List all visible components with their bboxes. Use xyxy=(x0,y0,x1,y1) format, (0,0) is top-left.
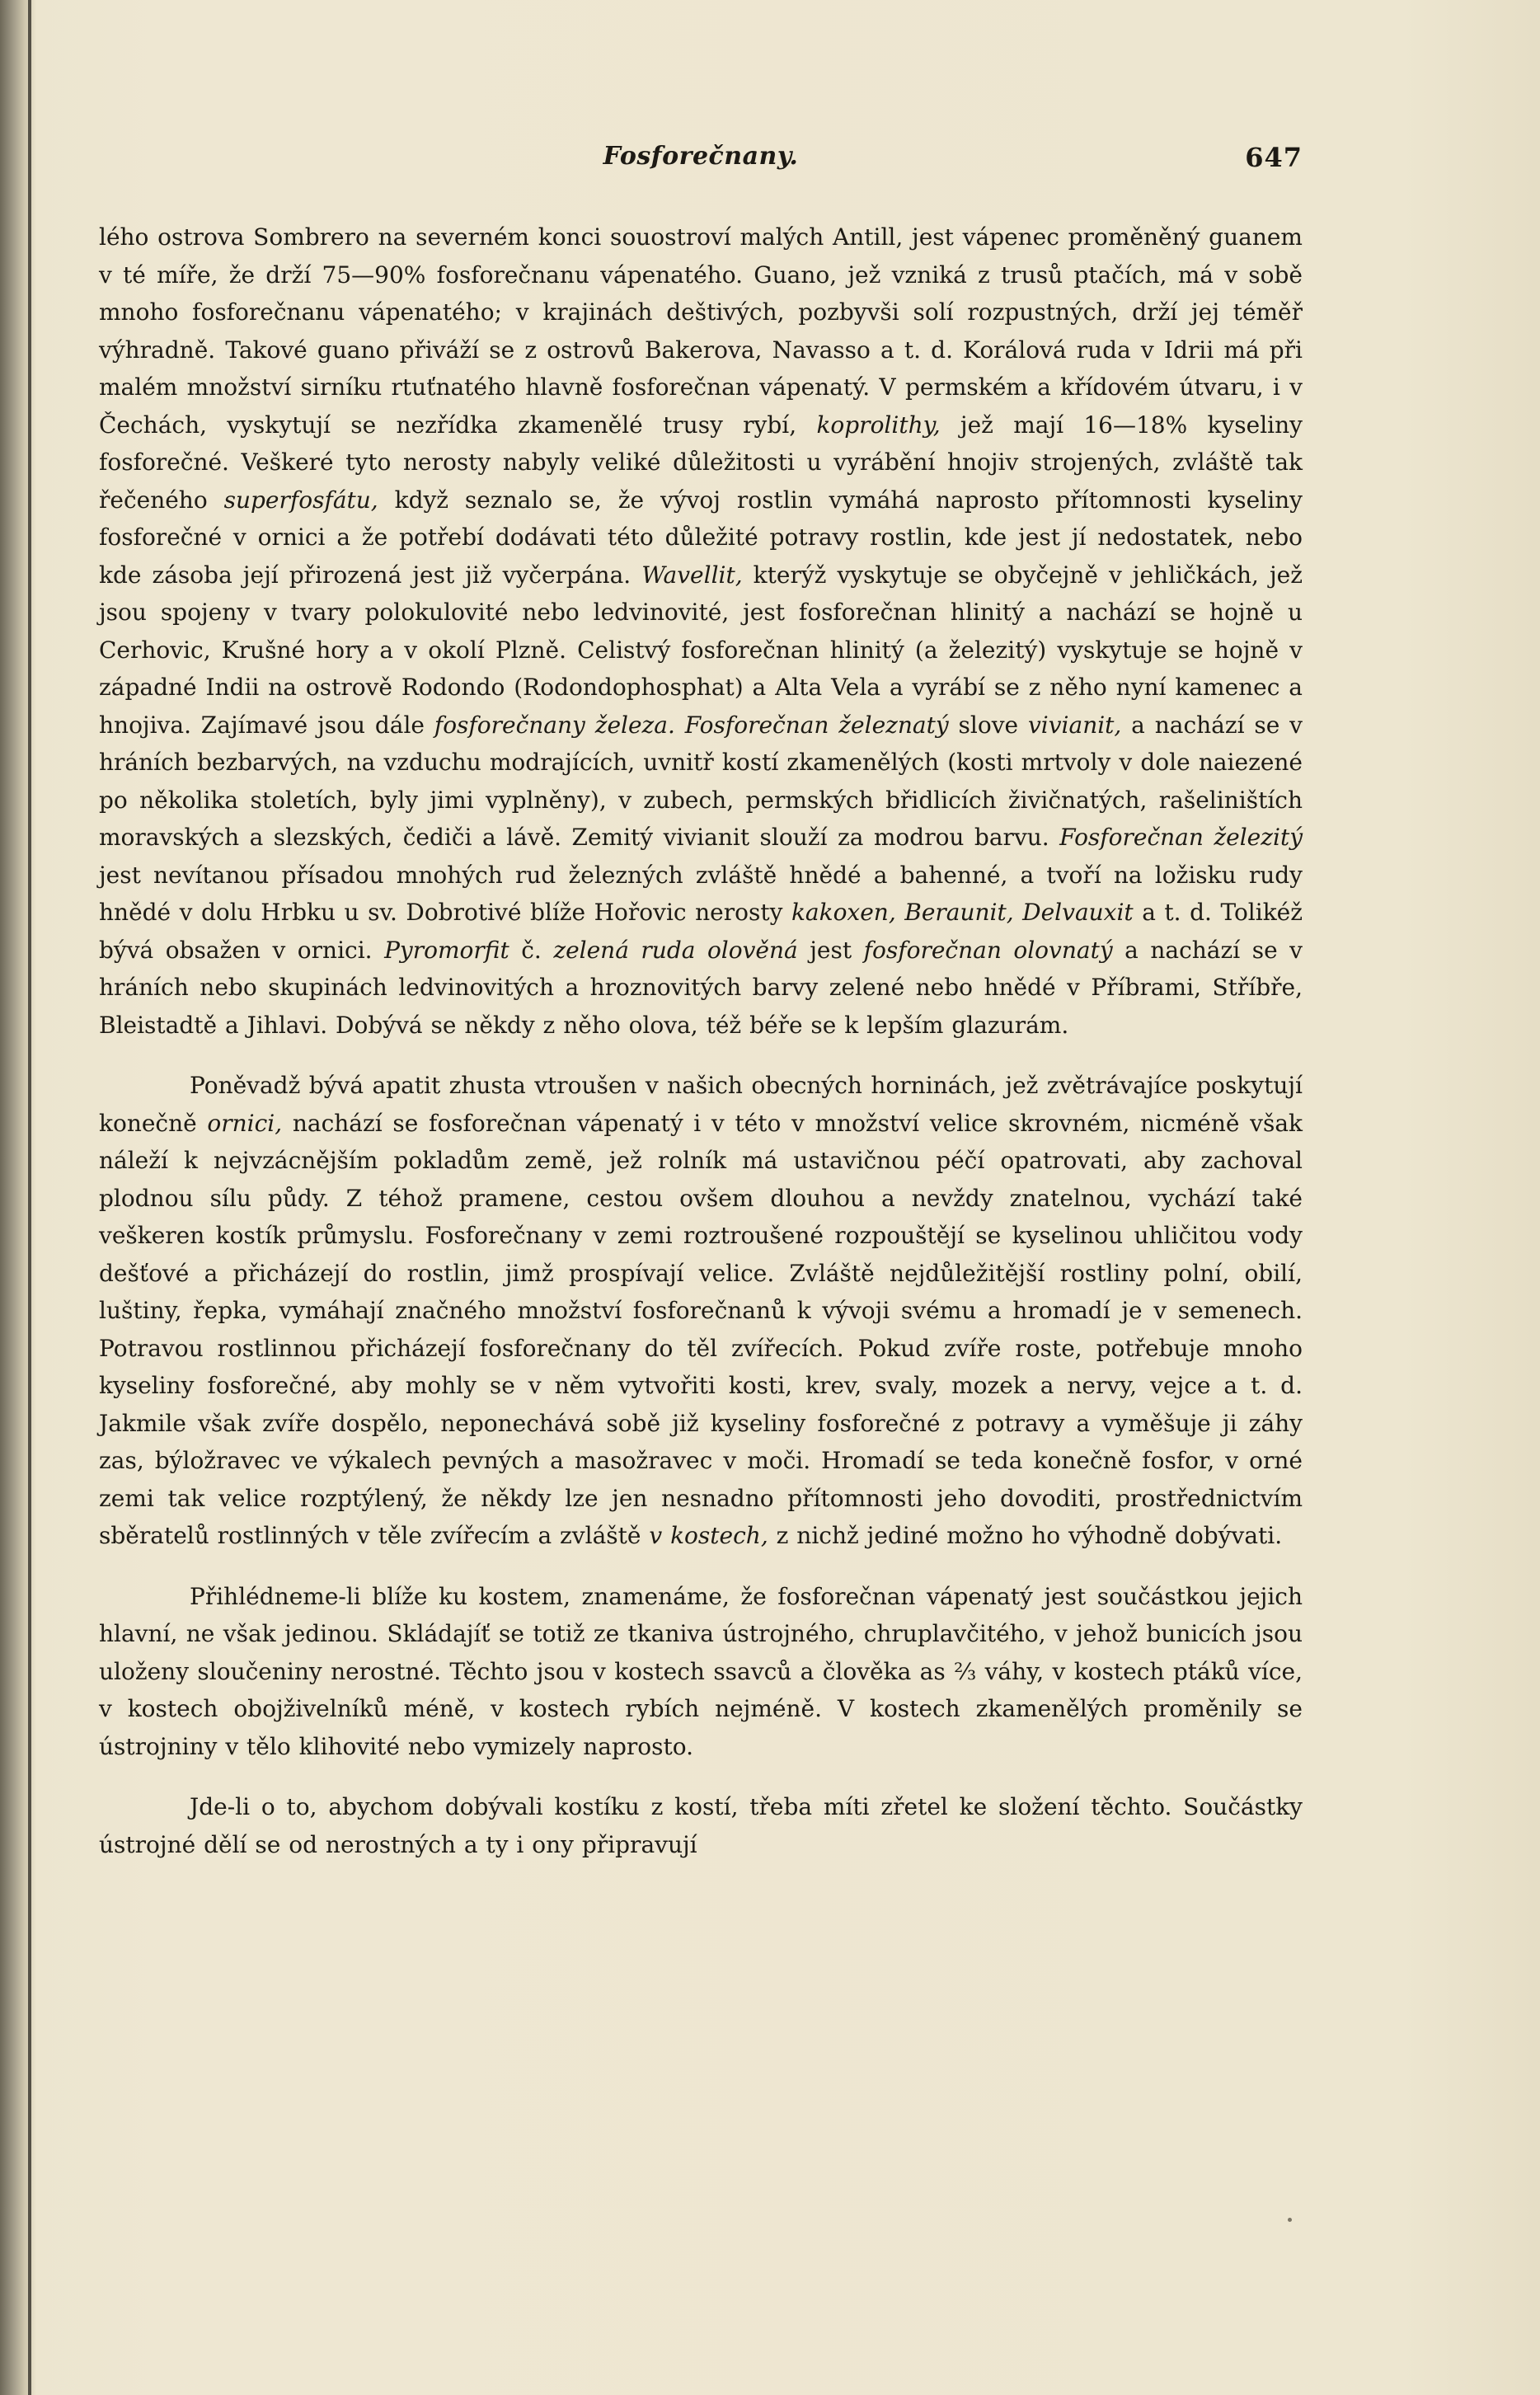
paper-speck xyxy=(1288,2218,1292,2222)
text-run: a t. d. Tolikéž bývá obsažen v ornici. xyxy=(99,899,1303,964)
italic-term: zelená ruda olověná xyxy=(553,936,798,964)
italic-term: fosforečnan olovnatý xyxy=(863,936,1113,964)
italic-term: Pyromorfit xyxy=(384,936,509,964)
running-title: Fosforečnany. xyxy=(603,142,799,171)
italic-term: Wavellit, xyxy=(641,561,743,589)
italic-term: Fosforečnan železitý xyxy=(1059,824,1303,851)
italic-term: fosforečnany železa. Fosforečnan železnatý xyxy=(434,711,949,739)
italic-term: v kostech, xyxy=(649,1522,768,1549)
italic-term: superfosfátu, xyxy=(223,486,378,514)
paragraph-4 xyxy=(99,1788,1303,1863)
italic-term: koprolithy, xyxy=(816,411,941,439)
body-text xyxy=(99,218,1303,1863)
text-run: a nachází se v hráních bezbarvých, na vzduchu modrajících, uvnitř kostí zkamenělých (kosti mrtvoly v dole naiezené po několika stoletích, byly jimi vyplněny), v zubech, permských břidlicích živičnatých, rašeliništích moravských a slezských, čediči a lávě. Zemitý vivianit slouží za modrou barvu. xyxy=(99,711,1303,851)
italic-term: ornici, xyxy=(207,1109,283,1137)
text-run: z nichž jediné možno ho výhodně dobývati. xyxy=(768,1522,1283,1549)
page-header xyxy=(99,142,1303,183)
text-run: slove xyxy=(948,711,1028,739)
text-run: kterýž vyskytuje se obyčejně v jehličkách, jež jsou spojeny v tvary polokulovité nebo ledvinovité, jest fosforečnan hlinitý a nachází se hojně u Cerhovic, Krušné hory a v okolí Plzně. Celistvý fosforečnan hlinitý (a železitý) vyskytuje se hojně v západné Indii na ostrově Rodondo (Rodondophosphat) a Alta Vela a vyrábí se z něho nyní kamenec a hnojiva. Zajímavé jsou dále xyxy=(99,561,1303,739)
text-run: Jde-li o to, abychom dobývali kostíku z kostí, třeba míti zřetel ke složení těchto. Součástky ústrojné dělí se od nerostných a ty i ony připravují xyxy=(99,1793,1303,1858)
text-run: Přihlédneme-li blíže ku kostem, znamenáme, že fosforečnan vápenatý jest součástkou jejich hlavní, ne však jedinou. Skládajíť se totiž ze tkaniva ústrojného, chruplavčitého, v jehož bunicích jsou uloženy sloučeniny nerostné. Těchto jsou v kostech ssavců a člověka as ⅔ váhy, v kostech ptáků více, v kostech obojživelníků méně, v kostech rybích nejméně. V kostech zkamenělých proměnily se ústrojniny v tělo klihovité nebo vymizely naprosto. xyxy=(99,1582,1303,1760)
paragraph-2 xyxy=(99,1067,1303,1555)
paragraph-3 xyxy=(99,1578,1303,1766)
italic-term: vivianit, xyxy=(1027,711,1122,739)
gutter-shadow-line xyxy=(28,0,31,2395)
text-run: lého ostrova Sombrero na severném konci souostroví malých Antill, jest vápenec proměněný guanem v té míře, že drží 75—90% fosforečnanu vápenatého. Guano, jež vzniká z trusů ptačích, má v sobě mnoho fosforečnanu vápenatého; v krajinách deštivých, pozbyvši solí rozpustných, drží jej téměř výhradně. Takové guano přiváží se z ostrovů Bakerova, Navasso a t. d. Korálová ruda v Idrii má při malém množství sirníku rtuťnatého hlavně fosforečnan vápenatý. V permském a křídovém útvaru, i v Čechách, vyskytují se nezřídka zkamenělé trusy rybí, xyxy=(99,223,1303,439)
text-run: když seznalo se, že vývoj rostlin vymáhá naprosto přítomnosti kyseliny fosforečné v ornici a že potřebí dodávati této důležité potravy rostlin, kde jest jí nedostatek, nebo kde zásoba její přirozená jest již vyčerpána. xyxy=(99,486,1303,589)
text-run: č. xyxy=(509,936,554,964)
text-run: jež mají 16—18% kyseliny fosforečné. Veškeré tyto nerosty nabyly veliké důležitosti u vyrábění hnojiv strojených, zvláště tak řečeného xyxy=(99,411,1303,514)
paragraph-1 xyxy=(99,218,1303,1044)
text-run: jest xyxy=(797,936,864,964)
text-run: Poněvadž bývá apatit zhusta vtroušen v našich obecných horninách, jež zvětrávajíce poskytují konečně xyxy=(99,1072,1303,1137)
text-run: jest nevítanou přísadou mnohých rud železných zvláště hnědé a bahenné, a tvoří na ložisku rudy hnědé v dolu Hrbku u sv. Dobrotivé blíže Hořovic nerosty xyxy=(99,861,1303,926)
page-number: 647 xyxy=(1245,142,1303,173)
text-run: nachází se fosforečnan vápenatý i v této v množství velice skrovném, nicméně však náleží k nejvzácnějším pokladům země, jež rolník má ustavičnou péčí opatrovati, aby zachoval plodnou sílu půdy. Z téhož pramene, cestou ovšem dlouhou a nevždy znatelnou, vychází také veškeren kostík průmyslu. Fosforečnany v zemi roztroušené rozpouštějí se kyselinou uhličitou vody dešťové a přicházejí do rostlin, jimž prospívají velice. Zvláště nejdůležitější rostliny polní, obilí, luštiny, řepka, vymáhají značného množství fosforečnanů k vývoji svému a hromadí je v semenech. Potravou rostlinnou přicházejí fosforečnany do těl zvířecích. Pokud zvíře roste, potřebuje mnoho kyseliny fosforečné, aby mohly se v něm vytvořiti kosti, krev, svaly, mozek a nervy, vejce a t. d. Jakmile však zvíře dospělo, neponechává sobě již kyseliny fosforečné z potravy a vyměšuje ji záhy zas, býložravec ve výkalech pevných a masožravec v moči. Hromadí se teda konečně fosfor, v orné zemi tak velice rozptýlený, že někdy lze jen nesnadno přítomnosti jeho dovoditi, prostřednictvím sběratelů rostlinných v těle zvířecím a zvláště xyxy=(99,1109,1303,1549)
italic-term: kakoxen, Beraunit, Delvauxit xyxy=(791,899,1134,926)
text-run: a nachází se v hráních nebo skupinách ledvinovitých a hroznovitých barvy zelené nebo hnědé v Příbrami, Stříbře, Bleistadtě a Jihlavi. Dobývá se někdy z něho olova, též béře se k lepším glazurám. xyxy=(99,936,1303,1039)
